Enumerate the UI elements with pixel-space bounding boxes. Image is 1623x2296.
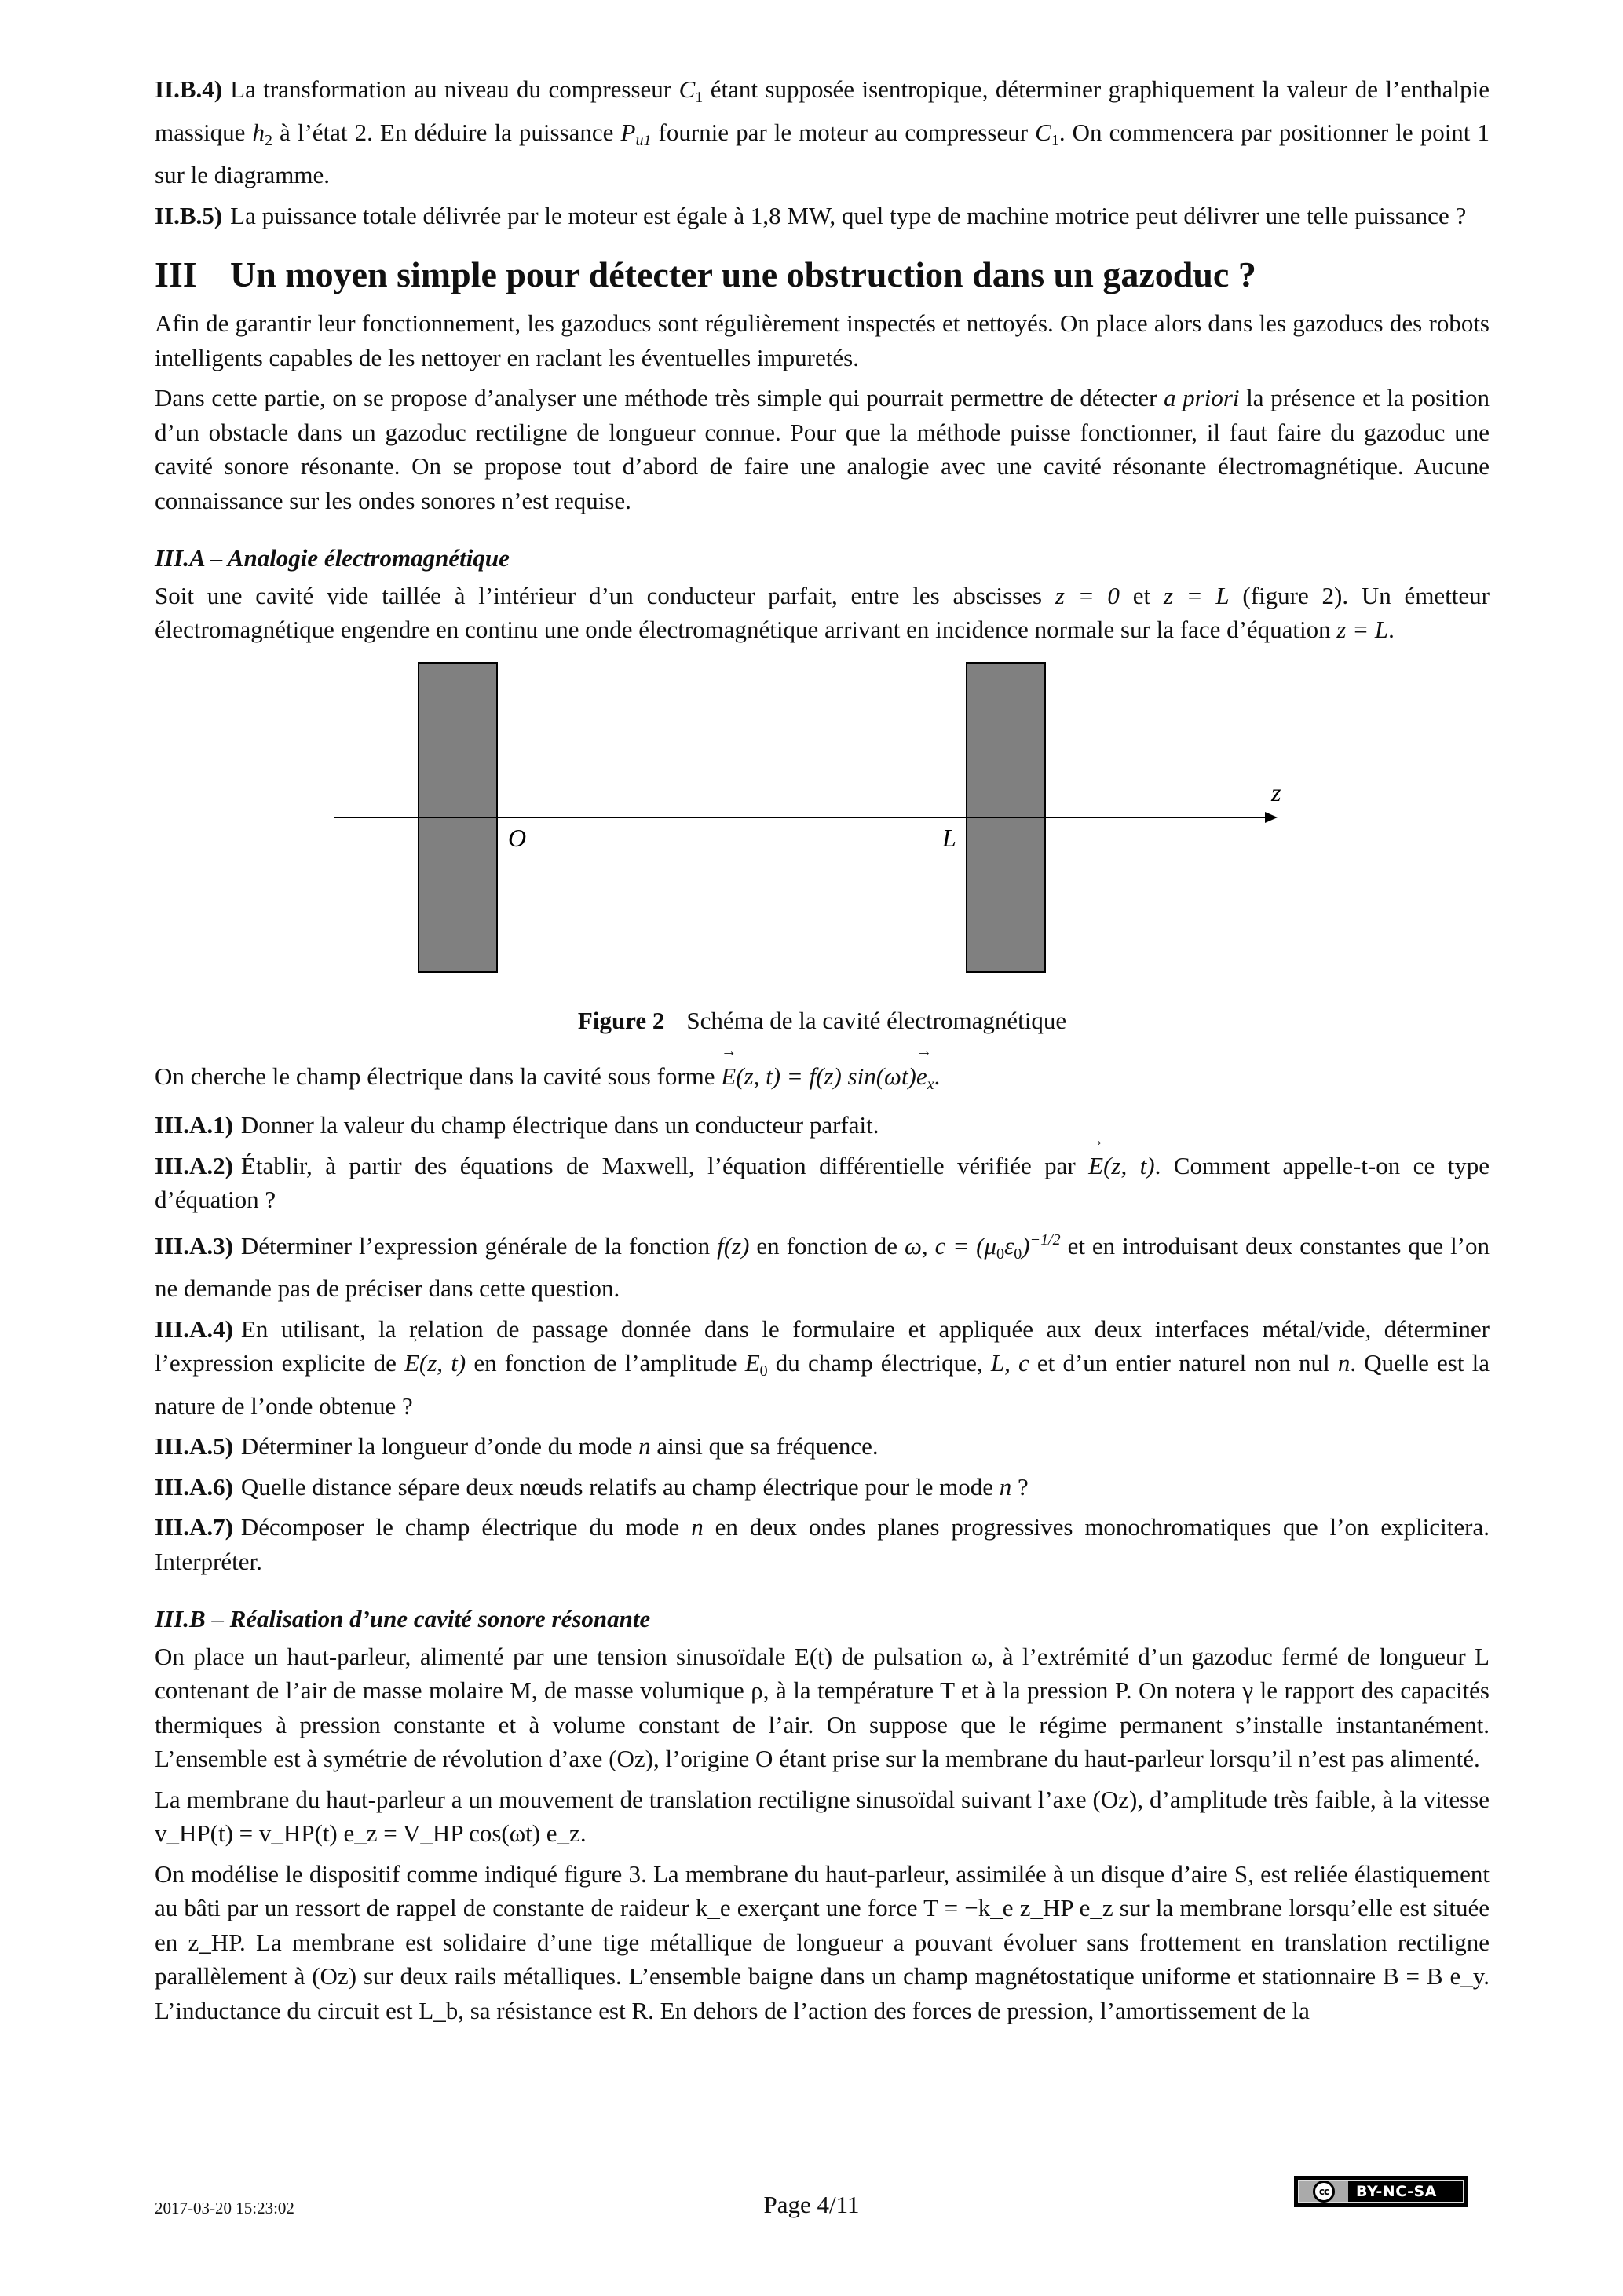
intro-paragraph-1: Afin de garantir leur fonctionnement, les gazoducs sont régulièrement inspectés et nettoyés. On place alors dans les gazoducs des robots intelligents capables de les nettoyer en raclant les éventuelles impuretés. [155, 309, 1490, 371]
cc-icon: cc [1313, 2181, 1335, 2203]
question-number: II.B.5) [155, 201, 223, 229]
subsection-heading-III-A: III.A – Analogie électromagnétique [155, 544, 510, 572]
page-number: Page 4/11 [763, 2191, 860, 2218]
membrane-motion-paragraph: La membrane du haut-parleur a un mouvement de translation rectiligne sinusoïdal suivant l’axe (Oz), d’amplitude très faible, à la vitesse v_HP(t) = v_HP(t) e_z = V_HP cos(ωt) e_z. [155, 1785, 1490, 1847]
question-III-A-6: III.A.6) Quelle distance sépare deux nœuds relatifs au champ électrique pour le mode n ? [155, 1472, 1029, 1501]
figure-2-cavity-diagram [155, 658, 1490, 1055]
question-III-A-2: III.A.2) Établir, à partir des équations de Maxwell, l’équation différentielle vérifiée par → E(z, t). Comment appelle-t-on ce type d’équation ? [155, 1149, 1490, 1217]
figure-label: Figure 2 [577, 1006, 665, 1034]
section-title: Un moyen simple pour détecter une obstruction dans un gazoduc ? [230, 254, 1256, 294]
figure-caption-text: Schéma de la cavité électromagnétique [686, 1006, 1067, 1034]
license-badge [1294, 2176, 1468, 2207]
question-III-A-7: III.A.7) Décomposer le champ électrique du mode n en deux ondes planes progressives monochromatiques que l’on explicitera. Interpréter. [155, 1513, 1490, 1575]
cavity-description: Soit une cavité vide taillée à l’intérieur d’un conducteur parfait, entre les abscisses z = 0 et z = L (figure 2). Un émetteur électromagnétique engendre en continu une onde électromagnétique arrivant en incidence normale sur la face d’équation z = L. [155, 581, 1490, 643]
footer-timestamp: 2017-03-20 15:23:02 [155, 2199, 294, 2217]
loudspeaker-setup-paragraph: On place un haut-parleur, alimenté par une tension sinusoïdale E(t) de pulsation ω, à l’extrémité d’un gazoduc fermé de longueur L contenant de l’air de masse molaire M, de masse volumique ρ, à la température T et à la pression P. On notera γ le rapport des capacités thermiques à pression constante et à volume constant de l’air. On suppose que le régime permanent s’installe instantanément. L’ensemble est à symétrie de révolution d’axe (Oz), l’origine O étant prise sur la membrane du haut-parleur lorsqu’il n’est pas alimenté. [155, 1642, 1490, 1772]
question-III-A-3: III.A.3) Déterminer l’expression générale de la fonction f(z) en fonction de ω, $c = (\mu_0\varepsilon_0)^{-1/2}$ et en introduisant deux constantes que l’on ne demande pas de préciser dans cette question. [155, 1230, 1490, 1302]
model-description-paragraph: On modélise le dispositif comme indiqué figure 3. La membrane du haut-parleur, assimilée à un disque d’aire S, est reliée élastiquement au bâti par un ressort de rappel de constante de raideur k_e exerçant une force T = −k_e z_HP e_z sur la membrane lorsqu’elle est située en z_HP. La membrane est solidaire d’une tige métallique de longueur a pouvant évoluer sans frottement en translation rectiligne parallèlement à (Oz) sur deux rails métalliques. L’ensemble baigne dans un champ magnétostatique uniforme et stationnaire B = B e_y. L’inductance du circuit est L_b, sa résistance est R. En dehors de l’action des forces de pression, l’amortissement de la [155, 1859, 1490, 2024]
document-page [155, 72, 1490, 2034]
question-II-B-4: II.B.4) La transformation au niveau du compresseur $C_1$ étant supposée isentropique, déterminer graphiquement la valeur de l’enthalpie massique $h_2$ à l’état 2. En déduire la puissance Pu1 fournie par le moteur au compresseur $C_1$. On commencera par positionner le point 1 sur le diagramme. [155, 75, 1490, 188]
license-text: BY-NC-SA [1356, 2183, 1437, 2200]
origin-label: O [508, 823, 527, 852]
field-form-intro: On cherche le champ électrique dans la cavité sous forme → E(z, t) = f(z) sin(ωt)→ ex. [155, 1059, 1490, 1102]
section-heading [155, 253, 1490, 297]
section-number: III [155, 254, 197, 294]
question-III-A-1: III.A.1) Donner la valeur du champ électrique dans un conducteur parfait. [155, 1111, 879, 1139]
subsection-heading-III-B: III.B – Réalisation d’une cavité sonore résonante [155, 1605, 651, 1632]
question-number: II.B.4) [155, 75, 223, 103]
question-III-A-4: III.A.4) En utilisant, la relation de passage donnée dans le formulaire et appliquée aux deux interfaces métal/vide, déterminer l’expression explicite de → E(z, t) en fonction de l’amplitude $E_0$ du champ électrique, L, c et d’un entier naturel non nul n. Quelle est la nature de l’onde obtenue ? [155, 1312, 1490, 1424]
length-label: L [942, 823, 956, 852]
cavity-diagram [155, 658, 1490, 996]
z-axis-label: z [1271, 777, 1281, 806]
figure-caption [155, 1004, 1490, 1038]
intro-paragraph-2: Dans cette partie, on se propose d’analyser une méthode très simple qui pourrait permettre de détecter a priori la présence et la position d’un obstacle dans un gazoduc rectiligne de longueur connue. Pour que la méthode puisse fonctionner, il faut faire du gazoduc une cavité sonore résonante. On se propose tout d’abord de faire une analogie avec une cavité résonante électromagnétique. Aucune connaissance sur les ondes sonores n’est requise. [155, 384, 1490, 514]
question-II-B-5: II.B.5) La puissance totale délivrée par le moteur est égale à 1,8 MW, quel type de machine motrice peut délivrer une telle puissance ? [155, 201, 1467, 229]
question-III-A-5: III.A.5) Déterminer la longueur d’onde du mode n ainsi que sa fréquence. [155, 1432, 879, 1460]
z-axis-arrow-icon [1265, 812, 1278, 823]
